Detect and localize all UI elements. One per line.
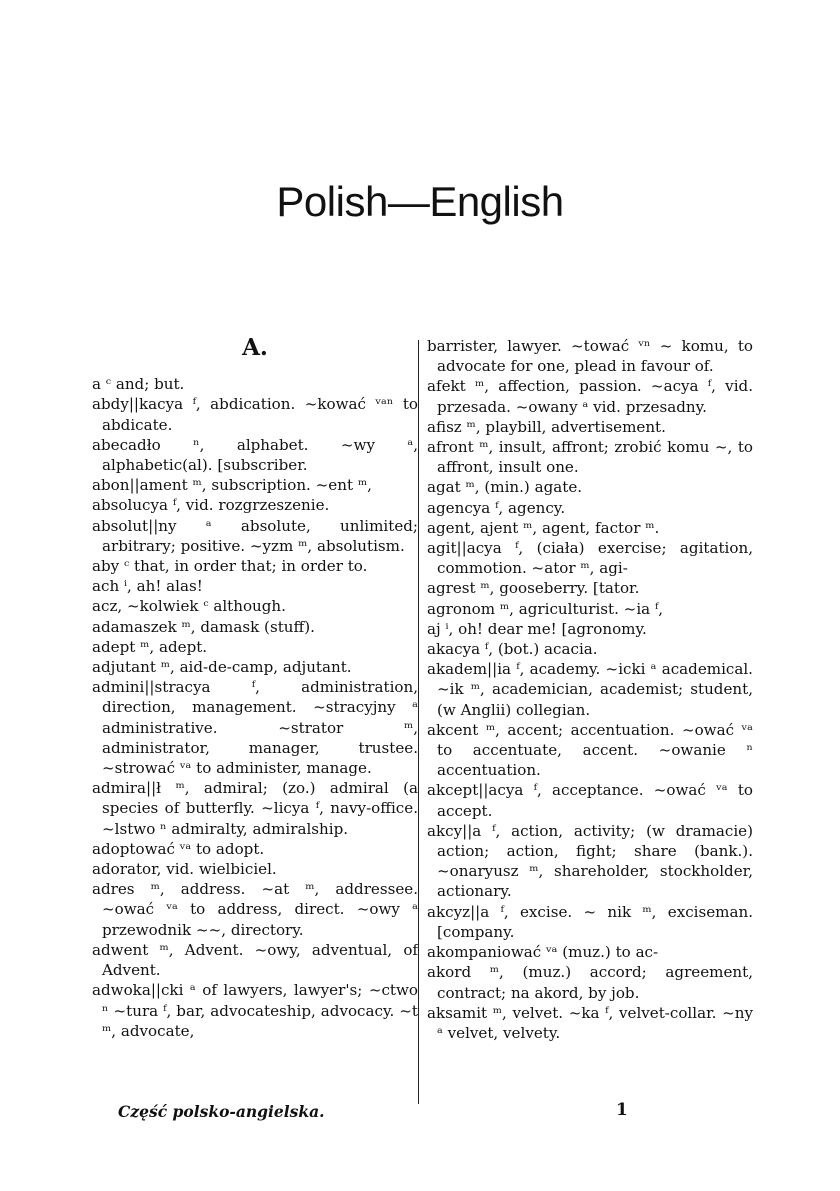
dictionary-entry: akcyz||a ᶠ, excise. ~ nik ᵐ, exciseman. [company. — [427, 902, 753, 941]
dictionary-entry: agat ᵐ, (min.) agate. — [427, 478, 583, 497]
right-entry-list — [427, 336, 753, 1043]
dictionary-entry: acz, ~kolwiek ᶜ although. — [92, 597, 286, 616]
dictionary-entry: afekt ᵐ, affection, passion. ~acya ᶠ, vid. przesada. ~owany ᵃ vid. przesadny. — [427, 377, 753, 416]
dictionary-entry: afront ᵐ, insult, affront; zrobić komu ~, to affront, insult one. — [427, 438, 753, 477]
dictionary-entry: admini||stracya ᶠ, administration, direction, management. ~stracyjny ᵃ administrative. ~strator ᵐ, administrator, manager, trustee. ~strować ᵛᵃ to administer, manage. — [92, 678, 418, 778]
left-entry-list — [92, 374, 418, 1041]
dictionary-entry: absolucya ᶠ, vid. rozgrzeszenie. — [92, 496, 330, 515]
dictionary-entry: abecadło ⁿ, alphabet. ~wy ᵃ, alphabetic(al). [subscriber. — [92, 435, 418, 475]
dictionary-entry: akcy||a ᶠ, action, activity; (w dramacie) action; action, fight; share (bank.). ~onaryusz ᵐ, shareholder, stockholder, actionary. — [427, 821, 753, 901]
page-number: 1 — [616, 1100, 628, 1120]
dictionary-entry: aj ⁱ, oh! dear me! [agronomy. — [427, 619, 647, 638]
dictionary-entry: adamaszek ᵐ, damask (stuff). — [92, 617, 315, 636]
dictionary-entry: akcent ᵐ, accent; accentuation. ~ować ᵛᵃ to accentuate, accent. ~owanie ⁿ accentuation. — [427, 720, 753, 780]
right-column — [427, 336, 753, 1043]
dictionary-entry: akord ᵐ, (muz.) accord; agreement, contract; na akord, by job. — [427, 963, 753, 1002]
dictionary-entry: adwent ᵐ, Advent. ~owy, adventual, of Advent. — [92, 940, 418, 980]
dictionary-entry: adept ᵐ, adept. — [92, 637, 208, 656]
dictionary-entry: admira||ł ᵐ, admiral; (zo.) admiral (a species of butterfly. ~licya ᶠ, navy-office. ~lstwo ⁿ admiralty, admiralship. — [92, 779, 418, 838]
dictionary-entry: akadem||ia ᶠ, academy. ~icki ᵃ academical. ~ik ᵐ, academician, academist; student, (w Anglii) collegian. — [427, 660, 753, 719]
dictionary-entry: agronom ᵐ, agriculturist. ~ia ᶠ, — [427, 599, 664, 618]
dictionary-entry: adjutant ᵐ, aid-de-camp, adjutant. — [92, 658, 352, 677]
footer-text: Część polsko-angielska. — [118, 1102, 325, 1121]
page-title: Polish—English — [276, 178, 564, 225]
dictionary-entry: aby ᶜ that, in order that; in order to. — [92, 557, 368, 576]
dictionary-entry: adorator, vid. wielbiciel. — [92, 860, 277, 879]
dictionary-entry: adwoka||cki ᵃ of lawyers, lawyer's; ~ctwo ⁿ ~tura ᶠ, bar, advocateship, advocacy. ~t ᵐ, advocate, — [92, 981, 418, 1040]
left-column — [92, 336, 418, 1041]
dictionary-entry: afisz ᵐ, playbill, advertisement. — [427, 417, 666, 436]
column-divider — [418, 340, 419, 1104]
dictionary-entry: adres ᵐ, address. ~at ᵐ, addressee. ~ować ᵛᵃ to address, direct. ~owy ᵃ przewodnik ~~, directory. — [92, 880, 418, 939]
dictionary-entry: ach ⁱ, ah! alas! — [92, 577, 203, 596]
dictionary-entry: a ᶜ and; but. — [92, 375, 185, 394]
dictionary-entry: absolut||ny ᵃ absolute, unlimited; arbitrary; positive. ~yzm ᵐ, absolutism. — [92, 516, 418, 555]
dictionary-entry: akompaniować ᵛᵃ (muz.) to ac- — [427, 943, 659, 962]
dictionary-entry: agencya ᶠ, agency. — [427, 498, 566, 517]
dictionary-entry: agit||acya ᶠ, (ciała) exercise; agitation, commotion. ~ator ᵐ, agi- — [427, 539, 753, 578]
dictionary-entry: barrister, lawyer. ~tować ᵛⁿ ~ komu, to advocate for one, plead in favour of. — [427, 337, 753, 376]
dictionary-entry: agrest ᵐ, gooseberry. [tator. — [427, 579, 640, 598]
dictionary-entry: akacya ᶠ, (bot.) acacia. — [427, 640, 598, 659]
dictionary-entry: abon||ament ᵐ, subscription. ~ent ᵐ, — [92, 476, 372, 495]
dictionary-entry: agent, ajent ᵐ, agent, factor ᵐ. — [427, 518, 660, 537]
dictionary-entry: aksamit ᵐ, velvet. ~ka ᶠ, velvet-collar. ~ny ᵃ velvet, velvety. — [427, 1003, 753, 1042]
dictionary-entry: abdy||kacya ᶠ, abdication. ~kować ᵛᵃⁿ to abdicate. — [92, 395, 418, 434]
dictionary-entry: akcept||acya ᶠ, acceptance. ~ować ᵛᵃ to accept. — [427, 781, 753, 820]
section-letter: A. — [242, 334, 268, 361]
dictionary-entry: adoptować ᵛᵃ to adopt. — [92, 839, 265, 858]
